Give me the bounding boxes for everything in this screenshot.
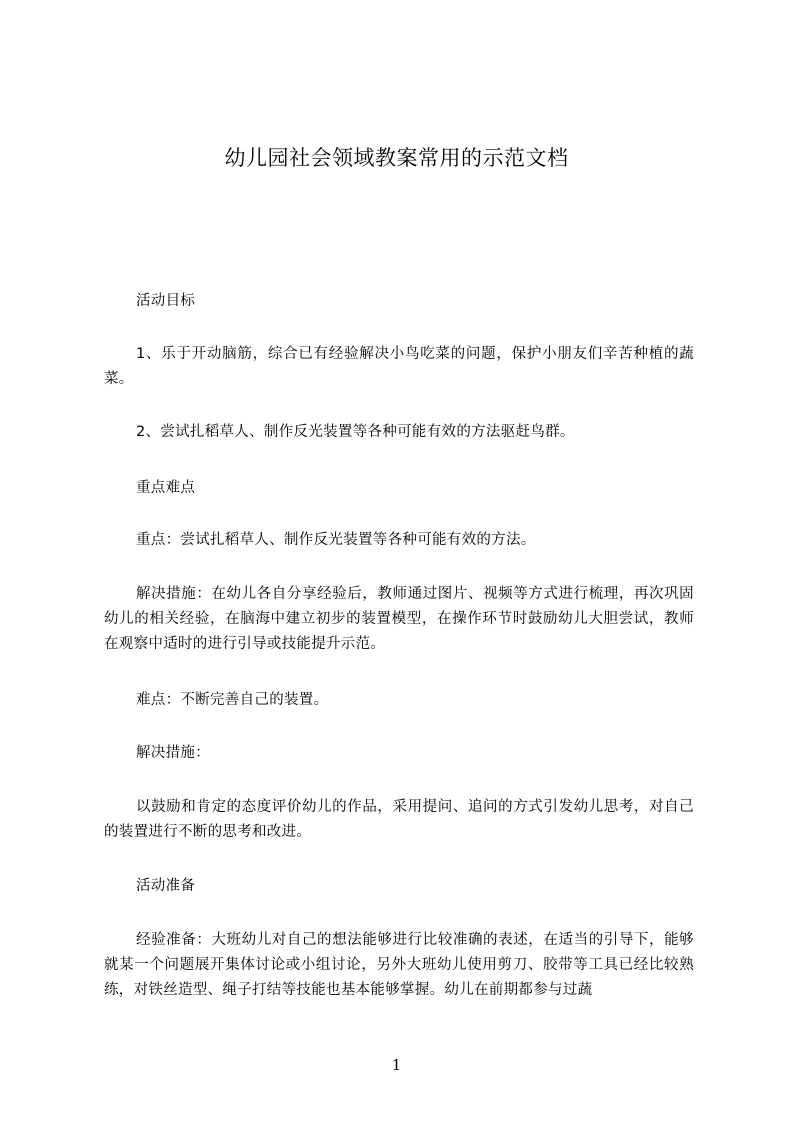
paragraph-goal-2: 2、尝试扎稻草人、制作反光装置等各种可能有效的方法驱赶鸟群。 — [136, 424, 575, 440]
paragraph-experience-preparation: 经验准备：大班幼儿对自己的想法能够进行比较准确的表述，在适当的引导下，能够就某一个问题展开集体讨论或小组讨论，另外大班幼儿使用剪刀、胶带等工具已经比较熟练，对铁丝造型、绳子打结等技能也基本能够掌握。幼儿在前期都参与过蔬 — [104, 932, 694, 998]
paragraph-difficulty: 难点：不断完善自己的装置。 — [136, 692, 329, 708]
paragraph-key-point: 重点：尝试扎稻草人、制作反光装置等各种可能有效的方法。 — [136, 532, 536, 548]
paragraph-solution-2-heading: 解决措施： — [136, 745, 210, 761]
paragraph-solution-1: 解决措施：在幼儿各自分享经验后，教师通过图片、视频等方式进行梳理，再次巩固幼儿的相关经验，在脑海中建立初步的装置模型，在操作环节时鼓励幼儿大胆尝试，教师在观察中适时的进行引导或技能提升示范。 — [104, 586, 694, 652]
paragraph-solution-2: 以鼓励和肯定的态度评价幼儿的作品，采用提问、追问的方式引发幼儿思考，对自己的装置进行不断的思考和改进。 — [104, 799, 694, 840]
paragraph-key-difficulties-heading: 重点难点 — [136, 480, 196, 496]
document-title: 幼儿园社会领域教案常用的示范文档 — [224, 146, 569, 170]
paragraph-activity-preparation-heading: 活动准备 — [136, 878, 196, 894]
paragraph-activity-goals-heading: 活动目标 — [136, 293, 196, 309]
page-number: 1 — [391, 1056, 402, 1074]
paragraph-goal-1: 1、乐于开动脑筋，综合已有经验解决小鸟吃菜的问题，保护小朋友们辛苦种植的蔬菜。 — [104, 346, 694, 387]
